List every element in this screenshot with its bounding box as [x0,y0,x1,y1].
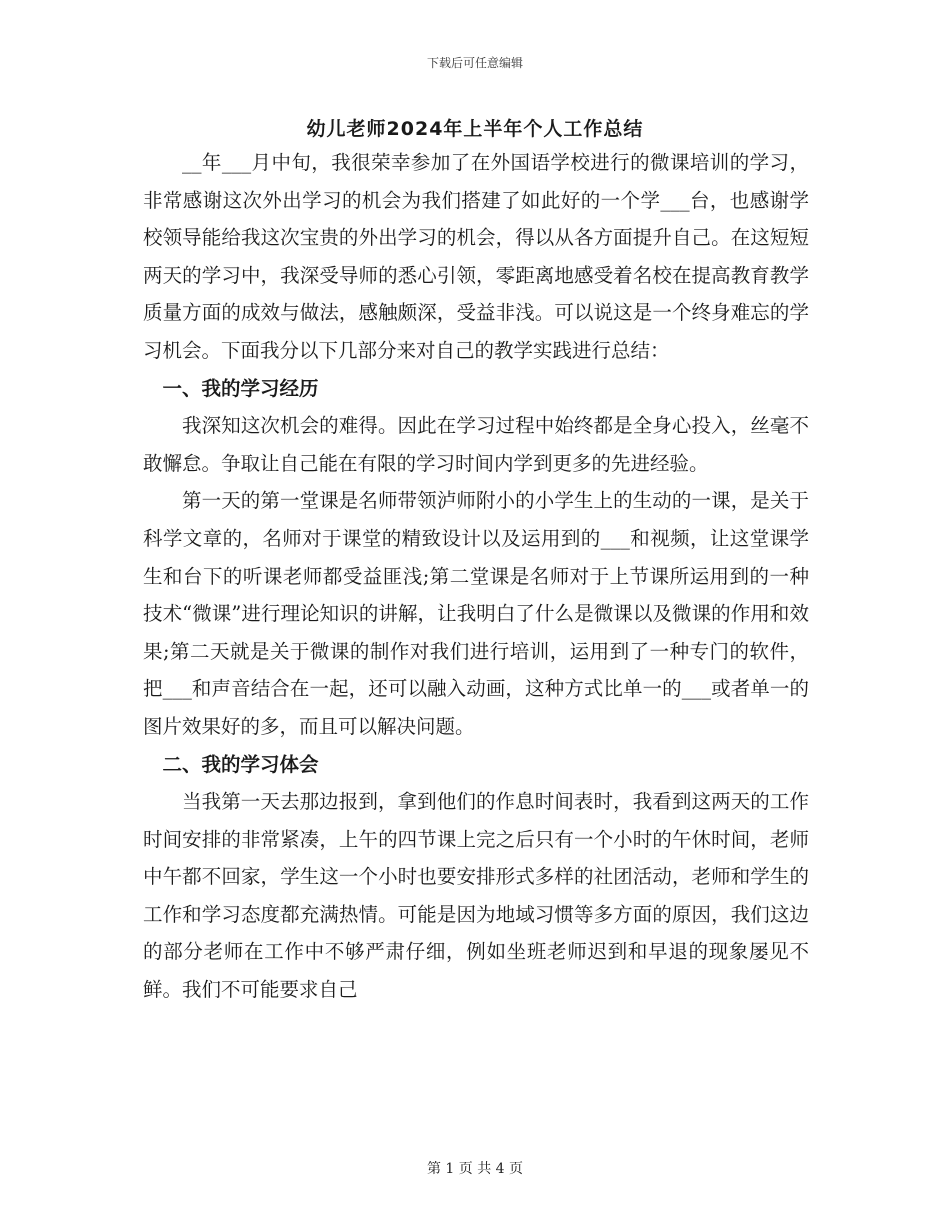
intro-paragraph: __年___月中旬，我很荣幸参加了在外国语学校进行的微课培训的学习，非常感谢这次外出学习的机会为我们搭建了如此好的一个学___台，也感谢学校领导能给我这次宝贵的外出学习的机会，得以从各方面提升自己。在这短短两天的学习中，我深受导师的悉心引领，零距离地感受着名校在提高教育教学质量方面的成效与做法，感触颇深，受益非浅。可以说这是一个终身难忘的学习机会。下面我分以下几部分来对自己的教学实践进行总结： [143,151,809,362]
paragraph-learning-details: 第一天的第一堂课是名师带领泸师附小的小学生上的生动的一课，是关于科学文章的，名师对于课堂的精致设计以及运用到的___和视频，让这堂课学生和台下的听课老师都受益匪浅;第二堂课是名师对于上节课所运用到的一种技术“微课”进行理论知识的讲解，让我明白了什么是微课以及微课的作用和效果;第二天就是关于微课的制作对我们进行培训，运用到了一种专门的软件，把___和声音结合在一起，还可以融入动画，这种方式比单一的___或者单一的图片效果好的多，而且可以解决问题。 [143,489,809,738]
paragraph-learning-attitude: 我深知这次机会的难得。因此在学习过程中始终都是全身心投入，丝毫不敢懈怠。争取让自己能在有限的学习时间内学到更多的先进经验。 [143,414,809,475]
paragraph-reflection: 当我第一天去那边报到，拿到他们的作息时间表时，我看到这两天的工作时间安排的非常紧凑，上午的四节课上完之后只有一个小时的午休时间，老师中午都不回家，学生这一个小时也要安排形式多样的社团活动，老师和学生的工作和学习态度都充满热情。可能是因为地域习惯等多方面的原因，我们这边的部分老师在工作中不够严肃仔细，例如坐班老师迟到和早退的现象屡见不鲜。我们不可能要求自己 [143,790,809,1002]
section-heading-learning-experience: 一、我的学习经历 [162,376,319,400]
document-body [143,144,809,1009]
section-heading-learning-reflection: 二、我的学习体会 [162,752,319,776]
header-note: 下载后可任意编辑 [426,56,523,70]
page-footer: 第 1 页 共 4 页 [426,1161,524,1177]
document-title: 幼儿老师2024年上半年个人工作总结 [306,118,644,140]
